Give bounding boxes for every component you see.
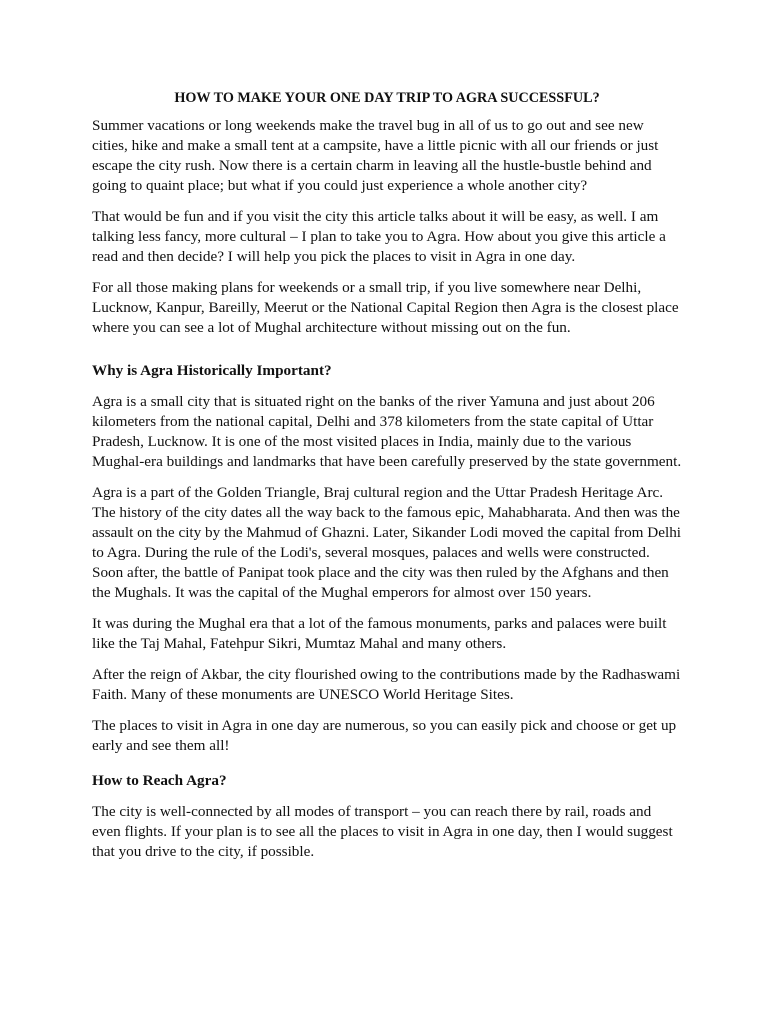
history-paragraph-1: Agra is a small city that is situated right on the banks of the river Yamuna and just about 206 kilometers from the national capital, Delhi and 378 kilometers from the state capital of Uttar Pradesh, Lucknow. It is one of the most visited places in India, mainly due to the various Mughal-era buildings and landmarks that have been carefully preserved by the state government. xyxy=(92,393,682,470)
reach-paragraph-1: The city is well-connected by all modes of transport – you can reach there by rail, roads and even flights. If your plan is to see all the places to visit in Agra in one day, then I would suggest that you drive to the city, if possible. xyxy=(92,803,673,860)
intro-paragraph-2: That would be fun and if you visit the city this article talks about it will be easy, as well. I am talking less fancy, more cultural – I plan to take you to Agra. How about you give this article a read and then decide? I will help you pick the places to visit in Agra in one day. xyxy=(92,208,666,265)
section-heading-reach: How to Reach Agra? xyxy=(92,772,227,789)
section-heading-history: Why is Agra Historically Important? xyxy=(92,362,332,379)
history-paragraph-2: Agra is a part of the Golden Triangle, Braj cultural region and the Uttar Pradesh Heritage Arc. The history of the city dates all the way back to the famous epic, Mahabharata. And then was the assault on the city by the Mahmud of Ghazni. Later, Sikander Lodi moved the capital from Delhi to Agra. During the rule of the Lodi's, several mosques, palaces and wells were constructed. Soon after, the battle of Panipat took place and the city was then ruled by the Afghans and then the Mughals. It was the capital of the Mughal emperors for almost over 150 years. xyxy=(92,484,682,601)
section-spacer xyxy=(92,349,682,361)
history-paragraph-5: The places to visit in Agra in one day are numerous, so you can easily pick and choose or get up early and see them all! xyxy=(92,717,677,754)
intro-paragraph-3: For all those making plans for weekends or a small trip, if you live somewhere near Delhi, Lucknow, Kanpur, Bareilly, Meerut or the National Capital Region then Agra is the closest place where you can see a lot of Mughal architecture without missing out on the fun. xyxy=(92,279,679,336)
history-paragraph-4: After the reign of Akbar, the city flourished owing to the contributions made by the Radhaswami Faith. Many of these monuments are UNESCO World Heritage Sites. xyxy=(92,666,681,703)
document-page xyxy=(92,88,682,873)
history-paragraph-3: It was during the Mughal era that a lot of the famous monuments, parks and palaces were built like the Taj Mahal, Fatehpur Sikri, Mumtaz Mahal and many others. xyxy=(92,615,667,652)
document-title: HOW TO MAKE YOUR ONE DAY TRIP TO AGRA SUCCESSFUL? xyxy=(174,90,600,106)
intro-paragraph-1: Summer vacations or long weekends make the travel bug in all of us to go out and see new cities, hike and make a small tent at a campsite, have a little picnic with all our friends or just escape the city rush. Now there is a certain charm in leaving all the hustle-bustle behind and going to quaint place; but what if you could just experience a whole another city? xyxy=(92,117,659,194)
